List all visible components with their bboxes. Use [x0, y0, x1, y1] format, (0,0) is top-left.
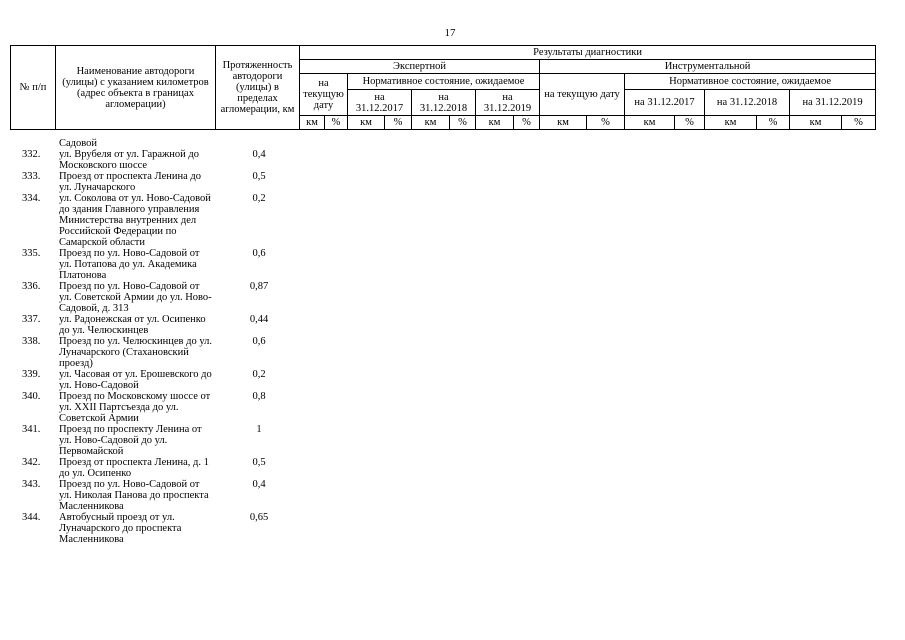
unit-pct: % — [757, 116, 790, 130]
continuation-row — [10, 138, 310, 149]
unit-pct: % — [450, 116, 476, 130]
header-instr-date-2018: на 31.12.2018 — [705, 90, 790, 116]
road-name: ул. Радонежская от ул. Осипенко до ул. Челюскинцев — [59, 314, 206, 336]
road-name: ул. Соколова от ул. Ново-Садовой до здания Главного управления Министерства внутренних дел Российской Федерации по Самарской области — [59, 193, 211, 248]
road-length: 0,8 — [252, 391, 266, 402]
road-length: 0,65 — [249, 512, 269, 523]
header-instr-current-date: на текущую дату — [540, 74, 625, 116]
road-length: 0,6 — [252, 336, 266, 347]
row-number: 337. — [22, 314, 41, 325]
header-road-name: Наименование автодороги (улицы) с указанием километров (адрес объекта в границах агломерации) — [56, 46, 216, 130]
unit-pct: % — [675, 116, 705, 130]
table-row — [10, 193, 310, 248]
row-number: 343. — [22, 479, 41, 490]
road-length: 0,44 — [249, 314, 269, 325]
table-header — [10, 45, 862, 130]
table-row — [10, 314, 310, 336]
road-name: Проезд по ул. Ново-Садовой от ул. Советской Армии до ул. Ново-Садовой, д. 313 — [59, 281, 212, 314]
road-length: 1 — [256, 424, 262, 435]
header-instr-date-2017: на 31.12.2017 — [625, 90, 705, 116]
header-diagnostics-results: Результаты диагностики — [300, 46, 876, 60]
road-length: 0,5 — [252, 171, 266, 182]
row-number: 334. — [22, 193, 41, 204]
header-num: № п/п — [11, 46, 56, 130]
row-number: 336. — [22, 281, 41, 292]
row-number: 344. — [22, 512, 41, 523]
road-length: 0,87 — [249, 281, 269, 292]
unit-pct: % — [325, 116, 348, 130]
road-name: Проезд от проспекта Ленина до ул. Луначарского — [59, 171, 201, 193]
table-row — [10, 336, 310, 369]
header-expert-date-2017: на 31.12.2017 — [348, 90, 412, 116]
unit-km: км — [540, 116, 587, 130]
road-length: 0,5 — [252, 457, 266, 468]
table-row — [10, 457, 310, 479]
row-number: 340. — [22, 391, 41, 402]
unit-km: км — [348, 116, 385, 130]
row-number: 339. — [22, 369, 41, 380]
header-expert-normative: Нормативное состояние, ожидаемое — [348, 74, 540, 90]
table-row — [10, 281, 310, 314]
header-instr-normative: Нормативное состояние, ожидаемое — [625, 74, 876, 90]
table-row — [10, 512, 310, 545]
road-length: 0,2 — [252, 369, 266, 380]
header-instrumental: Инструментальной — [540, 60, 876, 74]
unit-km: км — [300, 116, 325, 130]
row-number: 338. — [22, 336, 41, 347]
road-name: Проезд по проспекту Ленина от ул. Ново-Садовой до ул. Первомайской — [59, 424, 202, 457]
road-length: 0,4 — [252, 479, 266, 490]
header-expert: Экспертной — [300, 60, 540, 74]
table-row — [10, 369, 310, 391]
road-name: ул. Часовая от ул. Ерошевского до ул. Ново-Садовой — [59, 369, 212, 391]
table-row — [10, 391, 310, 424]
unit-km: км — [790, 116, 842, 130]
header-expert-date-2019: на 31.12.2019 — [476, 90, 540, 116]
road-name: Проезд по ул. Ново-Садовой от ул. Потапова до ул. Академика Платонова — [59, 248, 200, 281]
road-length: 0,2 — [252, 193, 266, 204]
table-row — [10, 248, 310, 281]
table-row — [10, 149, 310, 171]
row-number: 335. — [22, 248, 41, 259]
road-name: Проезд по Московскому шоссе от ул. XXII Партсъезда до ул. Советской Армии — [59, 391, 211, 424]
road-length: 0,6 — [252, 248, 266, 259]
road-name: Садовой — [59, 138, 98, 149]
header-expert-current-date: на текущую дату — [300, 74, 348, 116]
road-name: Проезд по ул. Ново-Садовой от ул. Николая Панова до проспекта Масленникова — [59, 479, 209, 512]
unit-pct: % — [587, 116, 625, 130]
unit-km: км — [625, 116, 675, 130]
unit-km: км — [705, 116, 757, 130]
unit-km: км — [476, 116, 514, 130]
unit-pct: % — [514, 116, 540, 130]
row-number: 342. — [22, 457, 41, 468]
row-number: 341. — [22, 424, 41, 435]
table-body — [10, 138, 310, 545]
page-number: 17 — [444, 27, 456, 39]
row-number: 332. — [22, 149, 41, 160]
unit-pct: % — [842, 116, 876, 130]
table-row — [10, 171, 310, 193]
unit-pct: % — [385, 116, 412, 130]
table-row — [10, 479, 310, 512]
road-name: Автобусный проезд от ул. Луначарского до проспекта Масленникова — [59, 512, 182, 545]
header-length: Протяженность автодороги (улицы) в пределах агломерации, км — [216, 46, 300, 130]
road-length: 0,4 — [252, 149, 266, 160]
unit-km: км — [412, 116, 450, 130]
road-name: Проезд от проспекта Ленина, д. 1 до ул. Осипенко — [59, 457, 209, 479]
road-name: Проезд по ул. Челюскинцев до ул. Луначарского (Стахановский проезд) — [59, 336, 212, 369]
header-expert-date-2018: на 31.12.2018 — [412, 90, 476, 116]
road-name: ул. Врубеля от ул. Гаражной до Московского шоссе — [59, 149, 200, 171]
table-row — [10, 424, 310, 457]
header-instr-date-2019: на 31.12.2019 — [790, 90, 876, 116]
row-number: 333. — [22, 171, 41, 182]
